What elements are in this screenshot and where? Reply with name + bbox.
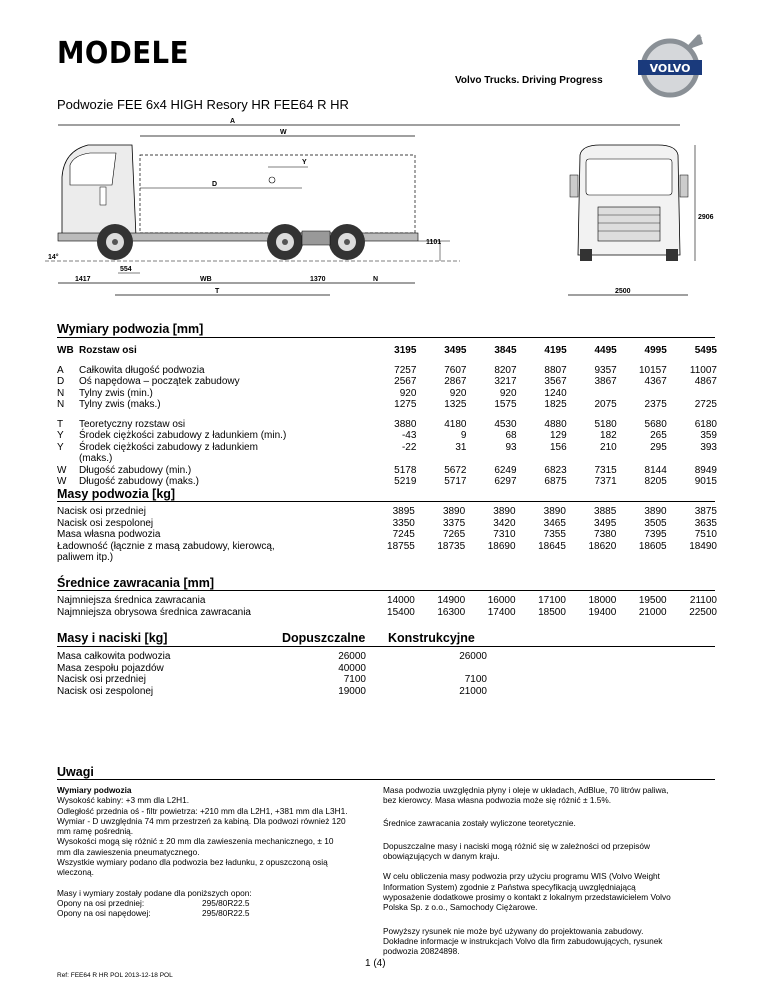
row-label: Środek ciężkości zabudowy z ładunkiem <box>78 441 258 453</box>
tyre-size: 295/80R22.5 <box>202 908 250 919</box>
load-label: Nacisk osi przedniej <box>57 674 146 685</box>
table-cell: 2567 <box>394 376 417 387</box>
table-cell: 21000 <box>638 606 667 618</box>
note-line: Wymiar - D uwzględnia 74 mm przestrzeń za kabiną. Dla podwozi również 120 <box>57 815 346 826</box>
table-cell: 1825 <box>544 399 567 410</box>
row-code: A <box>57 364 64 376</box>
section-divider <box>57 779 715 780</box>
load-allowed-value: 26000 <box>338 651 366 662</box>
table-cell: 7395 <box>644 529 667 540</box>
table-cell: 19400 <box>588 606 617 618</box>
table-row <box>57 607 717 619</box>
table-cell: 7510 <box>694 529 717 540</box>
section-divider <box>57 501 715 502</box>
table-cell: 4880 <box>544 418 567 430</box>
table-row <box>57 365 717 377</box>
note-line: Information System) zgodnie z Państwa specyfikacją uwzględniającą <box>383 881 636 892</box>
turning-table <box>57 595 717 618</box>
dim-N-label: N <box>373 276 379 283</box>
section-title-loads: Masy i naciski [kg] <box>57 631 168 645</box>
load-allowed-value: 19000 <box>338 685 366 697</box>
table-row <box>57 476 717 488</box>
table-cell: 17100 <box>538 595 566 606</box>
table-cell <box>364 552 414 564</box>
dim-554-label: 554 <box>120 266 132 273</box>
note-line: wyposażenie dodatkowe prosimy o kontakt z lokalnym przedstawicielem Volvo <box>383 892 671 903</box>
table-cell: 18690 <box>487 540 516 552</box>
table-cell: 4995 <box>644 345 667 356</box>
table-cell: 1575 <box>494 399 517 410</box>
section-title-notes: Uwagi <box>57 765 94 779</box>
row-label: Środek ciężkości zabudowy z ładunkiem (min.) <box>78 430 287 441</box>
col-allowed-header: Dopuszczalne <box>282 631 366 645</box>
table-cell: 3495 <box>444 345 467 356</box>
table-cell: 3875 <box>694 506 717 517</box>
table-row <box>57 399 717 411</box>
section-title-turning: Średnice zawracania [mm] <box>57 576 215 590</box>
table-cell <box>616 552 666 564</box>
table-row <box>57 541 717 553</box>
table-cell: 3885 <box>594 506 617 517</box>
table-cell: 7245 <box>392 529 415 540</box>
table-cell: 3895 <box>392 506 415 517</box>
table-cell: 359 <box>700 430 717 441</box>
table-cell: 3890 <box>442 506 466 517</box>
table-cell: 1240 <box>544 387 567 399</box>
load-design-value: 21000 <box>459 685 487 697</box>
note-line: Dopuszczalne masy i naciski mogą różnić się w zależności od przepisów <box>383 840 650 851</box>
section-divider <box>57 590 715 591</box>
table-cell: 2375 <box>644 399 667 410</box>
list-item <box>57 674 487 686</box>
table-cell <box>416 453 466 465</box>
table-cell: 21100 <box>689 595 717 606</box>
table-row <box>57 529 717 541</box>
table-cell: 3217 <box>494 376 517 387</box>
notes-left-column <box>57 785 377 919</box>
table-cell <box>465 552 515 564</box>
table-cell: 3465 <box>543 517 566 529</box>
list-item <box>57 686 487 698</box>
table-cell: 5178 <box>394 464 417 476</box>
logo-wordmark: VOLVO <box>649 62 691 75</box>
list-item <box>57 651 487 663</box>
note-line: Powyższy rysunek nie może być używany do projektowania zabudowy. <box>383 925 644 936</box>
row-label: (maks.) <box>78 453 113 464</box>
table-cell: 7265 <box>442 529 466 540</box>
table-cell: 10157 <box>638 364 667 376</box>
load-design-value: 26000 <box>459 651 487 662</box>
table-cell: 920 <box>499 387 517 399</box>
table-cell: 3890 <box>543 506 566 517</box>
note-line: Średnice zawracania zostały wyliczone teoretycznie. <box>383 817 576 828</box>
table-cell: 3880 <box>394 418 417 430</box>
document-title: Podwozie FEE 6x4 HIGH Resory HR FEE64 R HR <box>57 97 349 112</box>
table-cell: 31 <box>455 441 467 453</box>
table-cell <box>617 388 667 400</box>
note-paragraph <box>383 871 718 912</box>
table-cell: 8949 <box>694 464 717 476</box>
note-line: Polska Sp. z o.o., Samochody Ciężarowe. <box>383 902 538 913</box>
table-cell: 18605 <box>638 540 667 552</box>
table-cell: 1325 <box>444 399 467 410</box>
table-cell <box>466 453 516 465</box>
table-cell: 7380 <box>594 529 617 540</box>
chassis-drawing <box>40 115 720 310</box>
front-view <box>570 145 688 261</box>
row-label: Najmniejsza średnica zawracania <box>57 595 206 606</box>
table-cell: 3495 <box>594 517 617 529</box>
brand-tagline: Volvo Trucks. Driving Progress <box>455 75 603 86</box>
table-cell: 295 <box>650 441 667 453</box>
dim-WB-label: WB <box>200 276 212 283</box>
section-title-masses: Masy podwozia [kg] <box>57 487 176 501</box>
table-cell: 3375 <box>442 517 466 529</box>
table-cell: 3350 <box>392 517 415 529</box>
list-item <box>57 663 487 675</box>
table-row <box>57 419 717 431</box>
row-label: Tylny zwis (min.) <box>78 387 153 399</box>
table-cell: 18000 <box>588 595 617 606</box>
table-cell <box>567 453 617 465</box>
table-cell: 9 <box>460 430 467 441</box>
table-cell: 18490 <box>689 540 717 552</box>
row-code: D <box>57 376 65 387</box>
table-cell: 7257 <box>394 364 417 376</box>
row-code: T <box>57 418 64 430</box>
table-cell: 17400 <box>487 606 516 618</box>
note-line: Wysokości mogą się różnić ± 20 mm dla zawieszenia mechanicznego, ± 10 <box>57 836 334 847</box>
table-cell: 18755 <box>387 540 415 552</box>
row-label: Rozstaw osi <box>78 345 137 356</box>
table-cell: 8205 <box>644 476 667 487</box>
table-cell: 3867 <box>594 376 617 387</box>
table-row <box>57 430 717 442</box>
table-cell: 4367 <box>644 376 667 387</box>
table-cell: 14000 <box>387 595 415 606</box>
load-label: Nacisk osi zespolonej <box>57 685 154 697</box>
dim-A-label: A <box>230 118 236 125</box>
table-cell: 18645 <box>538 540 566 552</box>
note-line: Dokładne informacje w instrukcjach Volvo dla firm zabudowujących, rysunek <box>383 935 663 946</box>
table-cell: 3890 <box>644 506 667 517</box>
document-reference: Ref: FEE64 R HR POL 2013-12-18 POL <box>57 972 173 979</box>
table-cell: 265 <box>650 430 667 441</box>
notes-left-title: Wymiary podwozia <box>57 785 132 795</box>
table-cell <box>567 388 617 400</box>
table-cell: 182 <box>600 430 617 441</box>
table-cell: 93 <box>505 441 517 453</box>
table-cell: 18735 <box>437 540 466 552</box>
table-cell: 9357 <box>594 364 617 376</box>
table-cell: 8144 <box>644 464 667 476</box>
table-cell: 5672 <box>444 464 467 476</box>
approach-angle-label: 14° <box>48 254 59 261</box>
table-cell: 11007 <box>689 364 717 376</box>
section-title-dimensions: Wymiary podwozia [mm] <box>57 322 204 336</box>
table-row <box>57 388 717 400</box>
row-code: Y <box>57 430 64 441</box>
row-code: N <box>57 387 65 399</box>
table-cell: 4495 <box>594 345 617 356</box>
table-row <box>57 552 717 564</box>
table-cell: 7355 <box>543 529 566 540</box>
row-label: Nacisk osi zespolonej <box>57 517 154 529</box>
table-cell <box>667 453 717 465</box>
note-line: obowiązujących w danym kraju. <box>383 851 500 862</box>
section-divider <box>57 646 715 647</box>
tyre-row <box>57 898 377 908</box>
table-row <box>57 506 717 518</box>
row-code: W <box>57 476 67 487</box>
table-cell: 19500 <box>638 595 667 606</box>
table-cell: 393 <box>700 441 717 453</box>
table-cell <box>566 552 616 564</box>
note-line: W celu obliczenia masy podwozia przy użyciu programu WIS (Volvo Weight <box>383 871 660 882</box>
page-number: 1 (4) <box>365 958 386 969</box>
row-label: Tylny zwis (maks.) <box>78 399 161 410</box>
row-label: Długość zabudowy (maks.) <box>78 476 200 487</box>
row-spacer <box>57 411 717 419</box>
dim-2906-label: 2906 <box>698 214 714 221</box>
table-cell: 4530 <box>494 418 517 430</box>
load-label: Masa zespołu pojazdów <box>57 662 164 674</box>
table-cell: 1275 <box>394 399 417 410</box>
load-allowed-value: 40000 <box>338 662 366 674</box>
table-cell: 6249 <box>494 464 517 476</box>
table-cell: 3195 <box>394 345 417 356</box>
tyre-row <box>57 908 377 918</box>
note-line: Masa podwozia uwzględnia płyny i oleje w układach, AdBlue, 70 litrów paliwa, <box>383 785 669 795</box>
table-cell: 15400 <box>387 606 415 618</box>
load-design-value: 7100 <box>464 674 487 685</box>
tyre-label: Opony na osi napędowej: <box>57 908 151 919</box>
table-cell: 2867 <box>444 376 467 387</box>
table-cell: 68 <box>505 430 517 441</box>
table-cell: 4195 <box>544 345 567 356</box>
table-cell <box>617 453 667 465</box>
row-code: WB <box>57 345 74 356</box>
volvo-logo <box>632 28 712 107</box>
row-label: Oś napędowa – początek zabudowy <box>78 376 240 387</box>
table-cell: -22 <box>401 441 417 453</box>
table-cell: 16000 <box>487 595 516 606</box>
dimensions-table <box>57 345 717 488</box>
table-cell <box>415 552 465 564</box>
table-row <box>57 518 717 530</box>
table-cell: -43 <box>401 430 417 441</box>
table-cell: 5219 <box>394 476 417 487</box>
table-cell: 7371 <box>594 476 617 487</box>
table-cell: 4867 <box>694 376 717 387</box>
note-paragraph <box>383 785 718 806</box>
table-cell: 920 <box>449 387 467 399</box>
row-label: Całkowita długość podwozia <box>78 364 205 376</box>
note-paragraph <box>383 818 718 828</box>
table-cell: 14900 <box>437 595 466 606</box>
masses-table <box>57 506 717 564</box>
table-cell: 2725 <box>694 399 717 410</box>
row-label: Masa własna podwozia <box>57 529 161 540</box>
table-cell: 3635 <box>694 517 717 529</box>
dim-1370-label: 1370 <box>310 276 326 283</box>
note-line: podwozia 20824898. <box>383 946 460 957</box>
row-spacer <box>57 357 717 365</box>
rear-wheel-2 <box>329 224 365 260</box>
dim-D-label: D <box>212 181 218 188</box>
table-row <box>57 453 717 465</box>
note-line: Wysokość kabiny: +3 mm dla L2H1. <box>57 795 190 806</box>
table-cell: 7607 <box>444 364 467 376</box>
load-label: Masa całkowita podwozia <box>57 651 171 662</box>
table-row <box>57 345 717 357</box>
dim-W-label: W <box>280 129 287 136</box>
note-line: mm ramę pośrednią. <box>57 826 134 837</box>
row-label: Najmniejsza obrysowa średnica zawracania <box>57 606 251 618</box>
table-row <box>57 376 717 388</box>
table-cell: 5495 <box>694 345 717 356</box>
tyres-intro: Masy i wymiary zostały podane dla poniższych opon: <box>57 887 252 898</box>
table-cell: 6875 <box>544 476 567 487</box>
table-row <box>57 465 717 477</box>
table-cell: 16300 <box>437 606 466 618</box>
tyre-size: 295/80R22.5 <box>202 897 250 908</box>
table-cell: 920 <box>399 387 417 399</box>
table-row <box>57 442 717 454</box>
row-label: paliwem itp.) <box>57 552 114 563</box>
table-cell <box>516 552 566 564</box>
notes-right-column <box>383 785 718 970</box>
tyre-label: Opony na osi przedniej: <box>57 897 145 908</box>
table-cell <box>667 552 717 564</box>
loads-table <box>57 651 487 697</box>
note-paragraph <box>383 841 718 862</box>
table-cell: 6297 <box>494 476 517 487</box>
row-label: Ładowność (łącznie z masą zabudowy, kierowcą, <box>57 540 275 552</box>
table-cell: 6180 <box>694 418 717 430</box>
row-code: Y <box>57 441 64 453</box>
table-cell: 18500 <box>538 606 566 618</box>
table-cell: 156 <box>549 441 567 453</box>
table-cell: 7310 <box>493 529 516 540</box>
table-cell: 2075 <box>594 399 617 410</box>
row-label: Teoretyczny rozstaw osi <box>78 418 186 430</box>
table-cell: 8807 <box>544 364 567 376</box>
dim-1417-label: 1417 <box>75 276 91 283</box>
table-row <box>57 595 717 607</box>
dim-2500-label: 2500 <box>615 288 631 295</box>
table-cell: 7315 <box>594 464 617 476</box>
table-cell: 5680 <box>644 418 667 430</box>
table-cell: 22500 <box>689 606 717 618</box>
table-cell: 5717 <box>444 476 467 487</box>
table-cell: 8207 <box>494 364 517 376</box>
dim-1101-label: 1101 <box>426 239 442 246</box>
table-cell: 9015 <box>694 476 717 487</box>
table-cell: 18620 <box>588 540 617 552</box>
note-line: wleczoną. <box>57 867 94 878</box>
section-divider <box>57 337 715 338</box>
note-line: bez kierowcy. Masa własna podwozia może się różnić ± 1.5%. <box>383 795 612 806</box>
table-cell: 3890 <box>493 506 516 517</box>
table-cell <box>667 388 717 400</box>
note-paragraph <box>383 926 718 957</box>
table-cell: 6823 <box>544 464 567 476</box>
page-heading: MODELE <box>57 36 189 71</box>
table-cell <box>366 453 416 465</box>
note-line: mm dla zawieszenia pneumatycznego. <box>57 846 200 857</box>
dim-Y-label: Y <box>302 159 307 166</box>
row-code <box>57 453 79 465</box>
table-cell: 210 <box>600 441 617 453</box>
col-design-header: Konstrukcyjne <box>388 631 475 645</box>
table-cell: 129 <box>549 430 567 441</box>
table-cell: 3505 <box>644 517 667 529</box>
table-cell: 4180 <box>444 418 467 430</box>
dim-T-label: T <box>215 288 220 295</box>
note-line: Odległość przednia oś - filtr powietrza: +210 mm dla L2H1, +381 mm dla L3H1. <box>57 805 348 816</box>
load-allowed-value: 7100 <box>343 674 366 685</box>
row-code: N <box>57 399 65 410</box>
front-wheel <box>97 224 133 260</box>
row-code: W <box>57 464 67 476</box>
table-cell: 3845 <box>494 345 517 356</box>
table-cell <box>517 453 567 465</box>
rear-wheel-1 <box>267 224 303 260</box>
row-label: Długość zabudowy (min.) <box>78 464 192 476</box>
table-cell: 3567 <box>544 376 567 387</box>
row-label: Nacisk osi przedniej <box>57 506 146 517</box>
table-cell: 5180 <box>594 418 617 430</box>
note-line: Wszystkie wymiary podano dla podwozia bez ładunku, z opuszczoną osią <box>57 857 328 868</box>
table-cell: 3420 <box>493 517 516 529</box>
